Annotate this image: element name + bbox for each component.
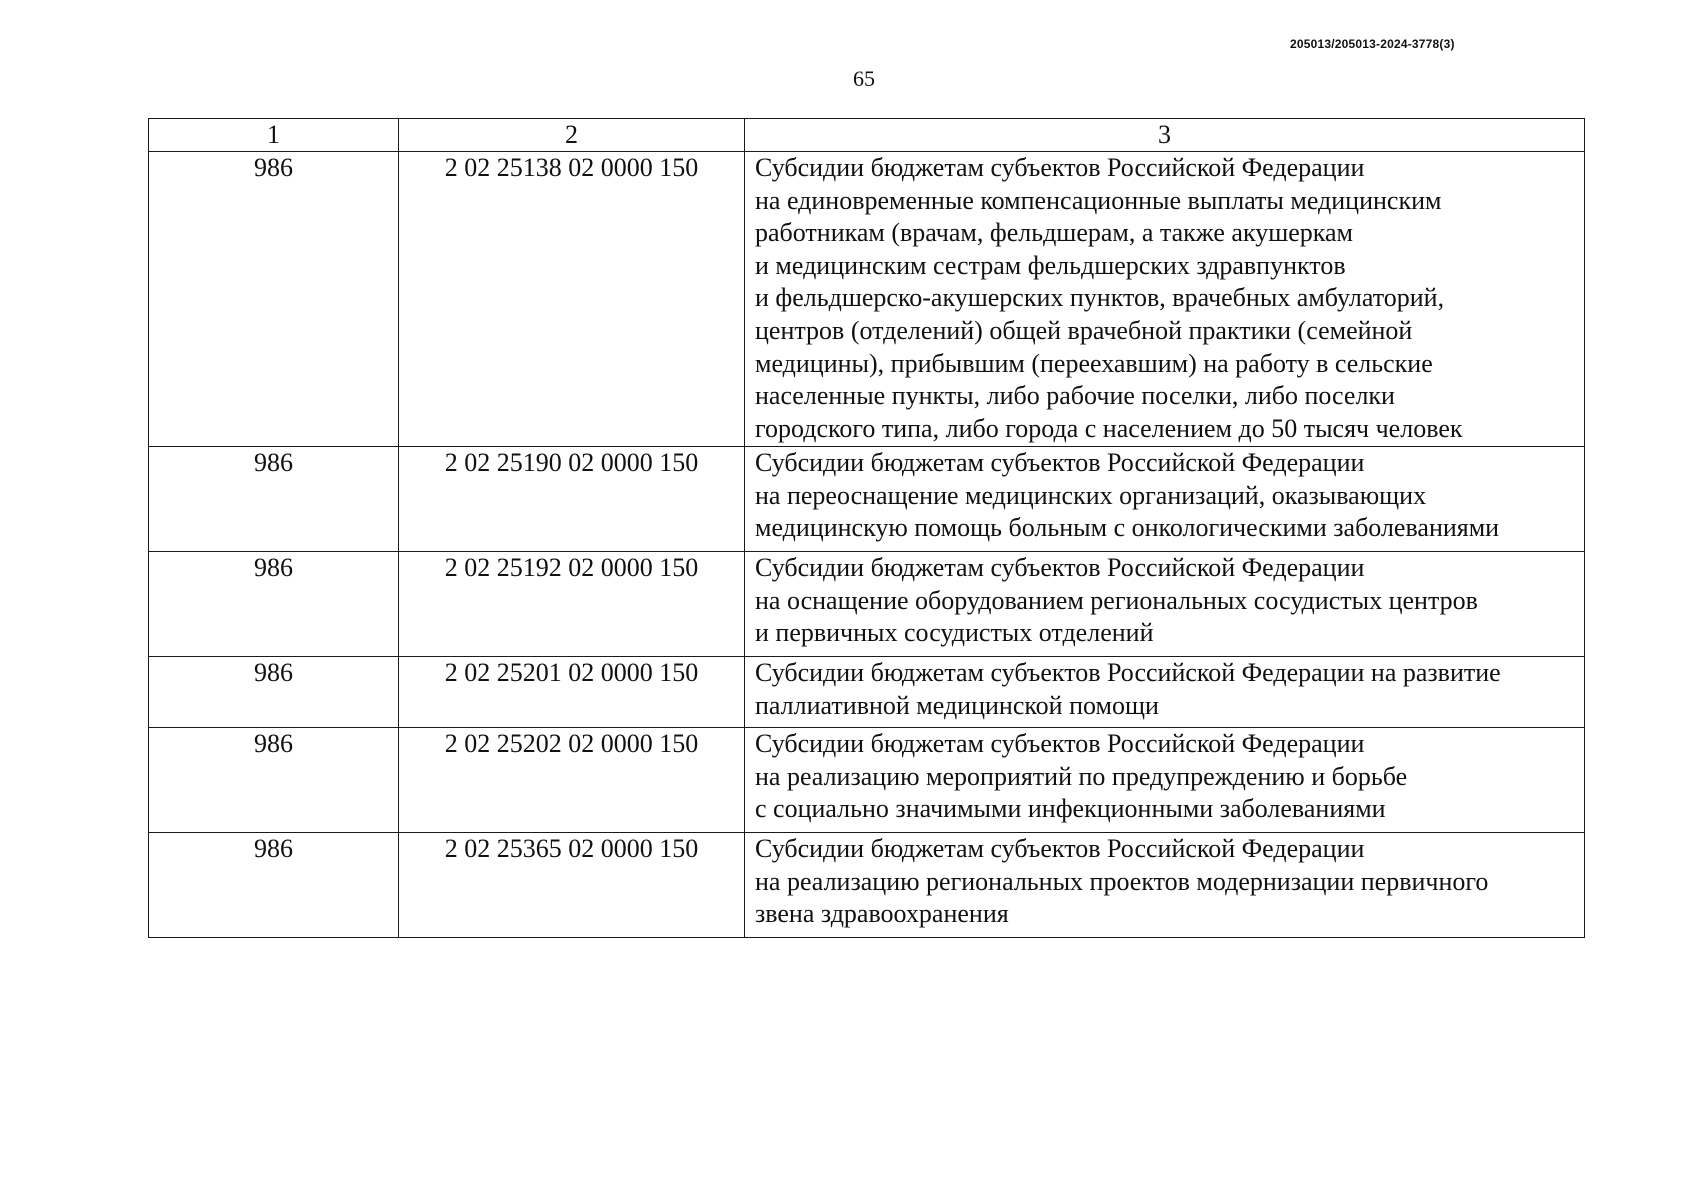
description-line: звена здравоохранения [755, 899, 1009, 929]
description-line: паллиативной медицинской помощи [755, 690, 1159, 720]
description-line: с социально значимыми инфекционными заболеваниями [755, 794, 1386, 824]
description-line: на единовременные компенсационные выплаты медицинским [755, 185, 1442, 215]
page-number: 65 [853, 66, 875, 91]
description-line: Субсидии бюджетам субъектов Российской Федерации на развитие [755, 658, 1501, 687]
description-cell [745, 447, 1585, 552]
budget-code-cell: 2 02 25190 02 0000 150 [399, 447, 745, 552]
description-line: работникам (врачам, фельдшерам, а также акушеркам [755, 218, 1353, 248]
description-line: медицины), прибывшим (переехавшим) на работу в сельские [755, 348, 1433, 378]
description-cell [745, 728, 1585, 833]
column-header-2: 2 [399, 119, 745, 152]
description-line: Субсидии бюджетам субъектов Российской Федерации [755, 729, 1365, 758]
budget-code-cell: 2 02 25201 02 0000 150 [399, 657, 745, 728]
description-cell [745, 657, 1585, 728]
table-row [149, 833, 1585, 938]
budget-code-table [148, 118, 1585, 938]
admin-code-cell: 986 [149, 552, 399, 657]
description-line: и фельдшерско-акушерских пунктов, врачебных амбулаторий, [755, 283, 1445, 313]
table-row [149, 728, 1585, 833]
description-line: и первичных сосудистых отделений [755, 618, 1154, 648]
description-cell [745, 552, 1585, 657]
table-row [149, 152, 1585, 447]
description-line: на реализацию региональных проектов модернизации первичного [755, 866, 1489, 896]
description-line: медицинскую помощь больным с онкологическими заболеваниями [755, 513, 1500, 543]
description-line: Субсидии бюджетам субъектов Российской Федерации [755, 553, 1365, 582]
description-line: и медицинским сестрам фельдшерских здравпунктов [755, 250, 1346, 280]
admin-code-cell: 986 [149, 152, 399, 447]
admin-code-cell: 986 [149, 657, 399, 728]
description-line: на оснащение оборудованием региональных сосудистых центров [755, 585, 1478, 615]
table-row [149, 657, 1585, 728]
table-row [149, 447, 1585, 552]
table-row [149, 552, 1585, 657]
description-line: Субсидии бюджетам субъектов Российской Федерации [755, 448, 1365, 477]
budget-code-cell: 2 02 25202 02 0000 150 [399, 728, 745, 833]
admin-code-cell: 986 [149, 447, 399, 552]
admin-code-cell: 986 [149, 833, 399, 938]
description-line: на реализацию мероприятий по предупреждению и борьбе [755, 761, 1408, 791]
table-header-row [149, 119, 1585, 152]
column-header-3: 3 [745, 119, 1585, 152]
description-cell [745, 152, 1585, 447]
document-id: 205013/205013-2024-3778(3) [1290, 37, 1455, 51]
budget-code-cell: 2 02 25138 02 0000 150 [399, 152, 745, 447]
description-line: центров (отделений) общей врачебной практики (семейной [755, 315, 1413, 345]
budget-code-cell: 2 02 25192 02 0000 150 [399, 552, 745, 657]
admin-code-cell: 986 [149, 728, 399, 833]
description-line: на переоснащение медицинских организаций, оказывающих [755, 480, 1427, 510]
description-line: Субсидии бюджетам субъектов Российской Федерации [755, 834, 1365, 863]
description-line: Субсидии бюджетам субъектов Российской Федерации [755, 153, 1365, 182]
description-line: городского типа, либо города с населением до 50 тысяч человек [755, 413, 1463, 443]
description-cell [745, 833, 1585, 938]
budget-code-cell: 2 02 25365 02 0000 150 [399, 833, 745, 938]
description-line: населенные пункты, либо рабочие поселки, либо поселки [755, 381, 1395, 411]
column-header-1: 1 [149, 119, 399, 152]
